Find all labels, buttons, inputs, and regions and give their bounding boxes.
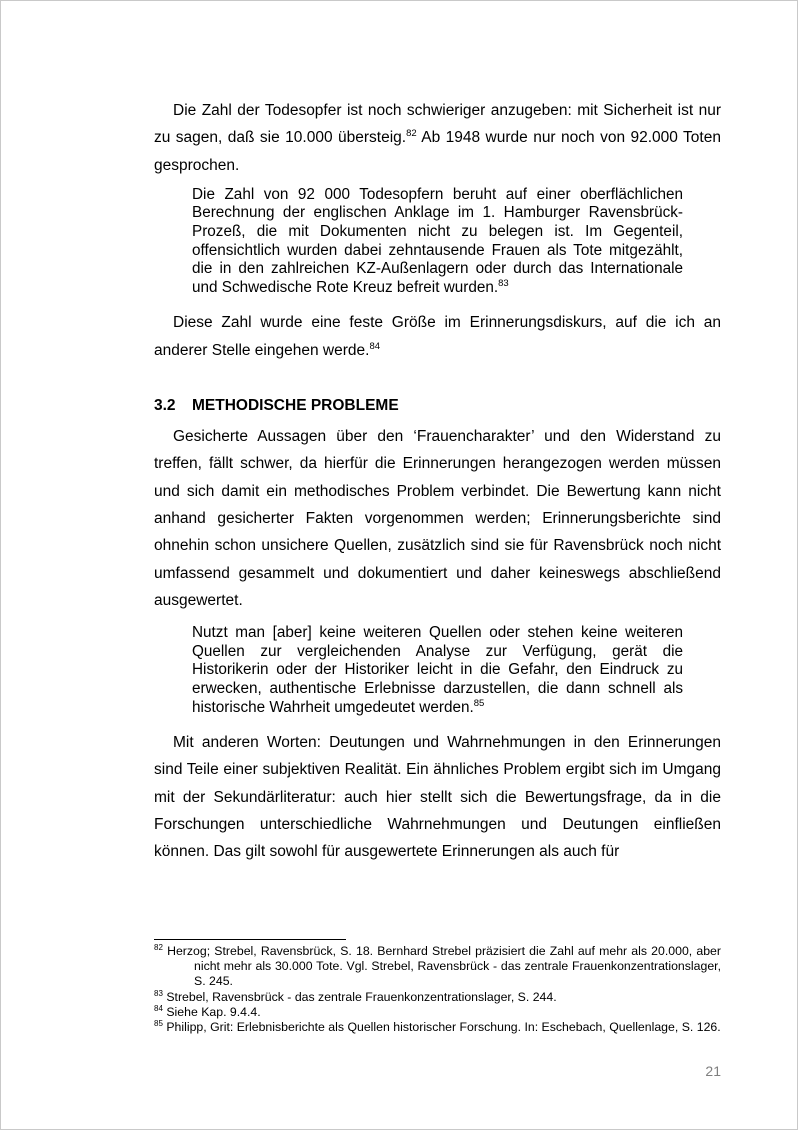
footnote-separator xyxy=(154,939,346,940)
paragraph-text: Mit anderen Worten: Deutungen und Wahrnehmungen in den Erinnerungen sind Teile einer subjektiven Realität. Ein ähnliches Problem ergibt sich im Umgang mit der Sekundärliteratur: auch hier stellt sich die Bewertungsfrage, da in die Forschungen unterschiedliche Wahrnehmungen und Deutungen einfließen können. Das gilt sowohl für ausgewertete Erinnerungen als auch für xyxy=(154,734,721,861)
paragraph-remembrance-discourse xyxy=(154,309,721,364)
page-body xyxy=(154,97,721,866)
footnote-text: Strebel, Ravensbrück - das zentrale Frauenkonzentrationslager, S. 244. xyxy=(166,989,557,1004)
page-number: 21 xyxy=(705,1063,721,1079)
footnote-82 xyxy=(154,944,721,990)
section-number: 3.2 xyxy=(154,397,176,415)
paragraph-text: Die Zahl der Todesopfer ist noch schwieriger anzugeben: mit Sicherheit ist nur zu sagen, daß sie 10.000 übersteig. xyxy=(154,102,721,147)
paragraph-text: Gesicherte Aussagen über den ‘Frauencharakter’ und den Widerstand zu treffen, fällt schwer, da hierfür die Erinnerungen herangezogen werden müssen und sich damit ein methodisches Problem verbindet. Die Bewertung kann nicht anhand gesicherter Fakten vorgenommen werden; Erinnerungsberichte sind ohnehin schon unsichere Quellen, zusätzlich sind sie für Ravensbrück noch nicht umfassend gesammelt und dokumentiert und daher keineswegs abschließend ausgewertet. xyxy=(154,428,721,609)
footnote-83 xyxy=(154,990,721,1005)
footnote-number: 85 xyxy=(154,1018,163,1028)
footnote-number: 84 xyxy=(154,1003,163,1013)
paragraph-death-toll xyxy=(154,97,721,179)
paragraph-text-continued: Ab 1948 wurde nur noch von 92.000 Toten gesprochen. xyxy=(154,129,721,174)
paragraph-text: Diese Zahl wurde eine feste Größe im Erinnerungsdiskurs, auf die ich an anderer Stelle eingehen werde. xyxy=(154,314,721,359)
quote-text: Die Zahl von 92 000 Todesopfern beruht auf einer oberflächlichen Berechnung der englischen Anklage im 1. Hamburger Ravensbrück-Prozeß, die mit Dokumenten nicht zu belegen ist. Im Gegenteil, offensichtlich wurden dabei zehntausende Frauen als Tote mitgezählt, die in den zahlreichen KZ-Außenlagern oder durch das Internationale und Schwedische Rote Kreuz befreit wurden. xyxy=(192,185,683,296)
footnote-number: 83 xyxy=(154,988,163,998)
footnote-text: Siehe Kap. 9.4.4. xyxy=(166,1004,261,1019)
footnote-ref-85[interactable]: 85 xyxy=(473,697,485,709)
section-title: METHODISCHE PROBLEME xyxy=(192,397,399,415)
footnote-text: Herzog; Strebel, Ravensbrück, S. 18. Bernhard Strebel präzisiert die Zahl auf mehr als 20.000, aber nicht mehr als 30.000 Tote. Vgl. Strebel, Ravensbrück - das zentrale Frauenkonzentrationslager, S. 245. xyxy=(167,944,721,989)
footnote-85 xyxy=(154,1020,721,1035)
footnote-84 xyxy=(154,1005,721,1020)
section-heading xyxy=(154,396,721,416)
footnote-number: 82 xyxy=(154,942,163,952)
paragraph-methodical-problem xyxy=(154,423,721,614)
footnote-ref-83[interactable]: 83 xyxy=(498,277,509,289)
block-quote-death-toll xyxy=(192,186,683,298)
paragraph-subjective-reality xyxy=(154,729,721,865)
footnote-ref-84[interactable]: 84 xyxy=(369,340,381,352)
block-quote-sources xyxy=(192,624,683,717)
footnote-ref-82[interactable]: 82 xyxy=(406,128,417,140)
footnotes-section xyxy=(154,939,721,1035)
quote-text: Nutzt man [aber] keine weiteren Quellen oder stehen keine weiteren Quellen zur vergleichenden Analyse zur Verfügung, gerät die Historikerin oder der Historiker leicht in die Gefahr, den Eindruck zu erwecken, authentische Erlebnisse darzustellen, die dann schnell als historische Wahrheit umgedeutet werden. xyxy=(192,624,683,716)
footnote-text: Philipp, Grit: Erlebnisberichte als Quellen historischer Forschung. In: Eschebach, Quellenlage, S. 126. xyxy=(166,1020,721,1035)
